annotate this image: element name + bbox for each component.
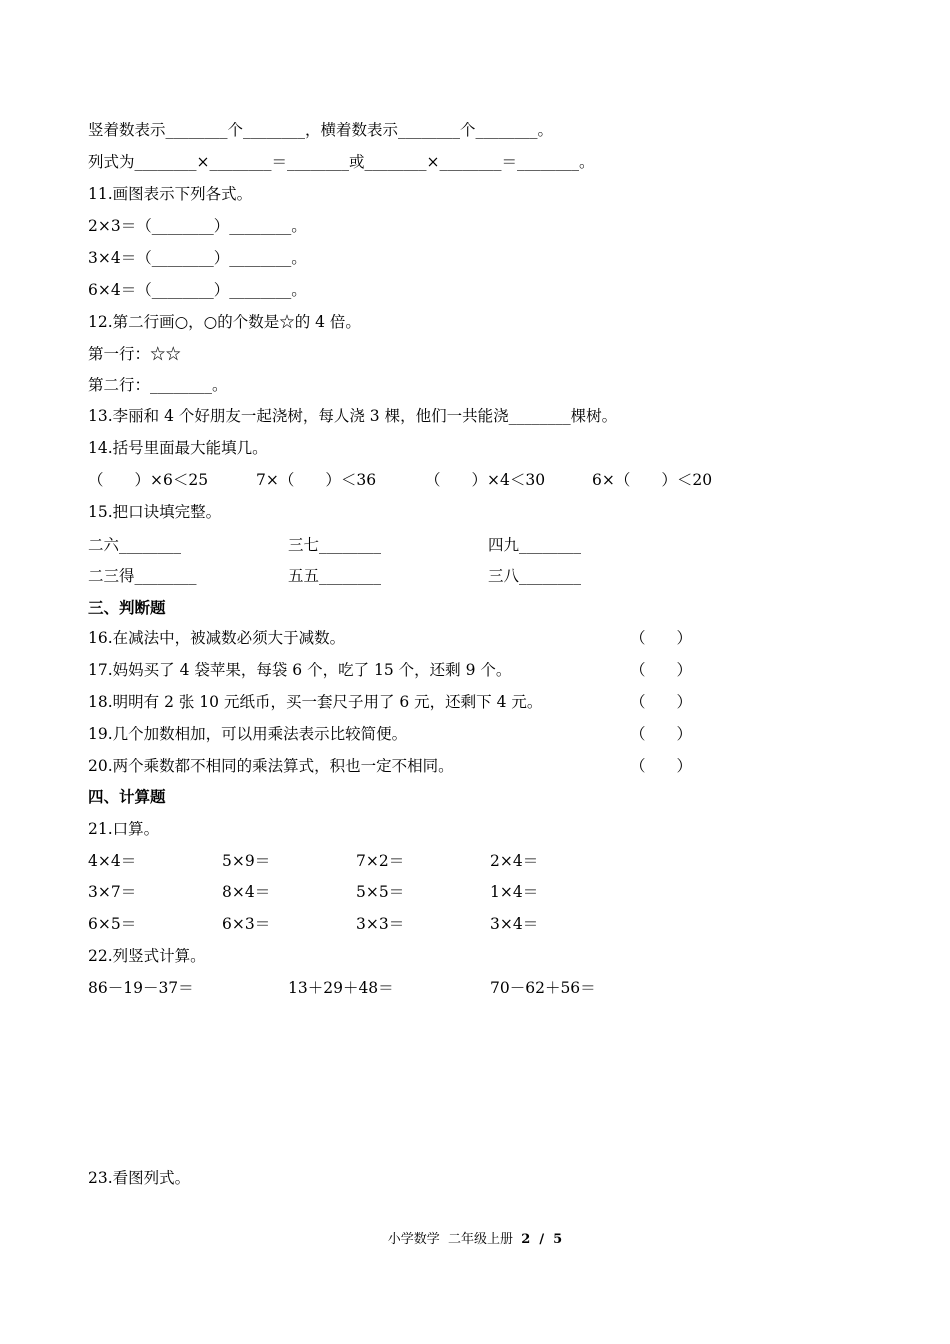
q10-line-1: 竖着数表示________个________，横着数表示________个________。 bbox=[88, 121, 554, 139]
judge-paren-18: （ ） bbox=[630, 693, 693, 711]
vertical-item: 70－62＋56＝ bbox=[490, 979, 596, 997]
oral-item: 3×3＝ bbox=[356, 915, 405, 933]
q15-title: 15.把口诀填完整。 bbox=[88, 503, 222, 521]
q11-item-2: 3×4＝（________）________。 bbox=[88, 249, 307, 267]
oral-item: 4×4＝ bbox=[88, 852, 137, 870]
footer-subject: 小学数学 二年级上册 bbox=[387, 1232, 522, 1247]
q14-title: 14.括号里面最大能填几。 bbox=[88, 439, 268, 457]
oral-item: 6×3＝ bbox=[222, 915, 271, 933]
page-number: 2 / 5 bbox=[521, 1232, 563, 1247]
q22-title: 22.列竖式计算。 bbox=[88, 947, 206, 965]
judge-item-16: 16.在减法中，被减数必须大于减数。 bbox=[88, 629, 346, 647]
oral-item: 6×5＝ bbox=[88, 915, 137, 933]
oral-item: 5×9＝ bbox=[222, 852, 271, 870]
q14-item: 6×（ ）＜20 bbox=[592, 471, 713, 489]
oral-item: 3×4＝ bbox=[490, 915, 539, 933]
judge-item-17: 17.妈妈买了 4 袋苹果，每袋 6 个，吃了 15 个，还剩 9 个。 bbox=[88, 661, 512, 679]
q15-item: 三八________ bbox=[488, 567, 582, 585]
oral-item: 7×2＝ bbox=[356, 852, 405, 870]
judge-paren-16: （ ） bbox=[630, 629, 693, 647]
judge-paren-20: （ ） bbox=[630, 757, 693, 775]
q14-item: 7×（ ）＜36 bbox=[256, 471, 377, 489]
section-4-heading: 四、计算题 bbox=[88, 787, 166, 806]
vertical-item: 13＋29＋48＝ bbox=[288, 979, 394, 997]
q15-item: 三七________ bbox=[288, 536, 382, 554]
q10-line-2: 列式为________×________＝________或________×________＝________。 bbox=[88, 153, 595, 171]
section-3-heading: 三、判断题 bbox=[88, 598, 166, 617]
q11-title: 11.画图表示下列各式。 bbox=[88, 185, 253, 203]
judge-item-18: 18.明明有 2 张 10 元纸币，买一套尺子用了 6 元，还剩下 4 元。 bbox=[88, 693, 543, 711]
q21-title: 21.口算。 bbox=[88, 820, 160, 838]
q13-text: 13.李丽和 4 个好朋友一起浇树，每人浇 3 棵，他们一共能浇________棵树。 bbox=[88, 407, 618, 425]
page-footer bbox=[0, 1228, 950, 1247]
q15-item: 五五________ bbox=[288, 567, 382, 585]
q14-item: （ ）×4＜30 bbox=[425, 471, 546, 489]
judge-item-19: 19.几个加数相加，可以用乘法表示比较简便。 bbox=[88, 725, 408, 743]
q15-item: 四九________ bbox=[488, 536, 582, 554]
q15-item: 二三得________ bbox=[88, 567, 197, 585]
q14-item: （ ）×6＜25 bbox=[88, 471, 209, 489]
judge-paren-17: （ ） bbox=[630, 661, 693, 679]
q12-row-2: 第二行：________。 bbox=[88, 376, 228, 394]
oral-item: 5×5＝ bbox=[356, 883, 405, 901]
q23-title: 23.看图列式。 bbox=[88, 1169, 191, 1187]
q15-item: 二六________ bbox=[88, 536, 182, 554]
judge-paren-19: （ ） bbox=[630, 725, 693, 743]
q11-item-1: 2×3＝（________）________。 bbox=[88, 217, 307, 235]
q12-title: 12.第二行画○，○的个数是☆的 4 倍。 bbox=[88, 313, 361, 331]
vertical-item: 86－19－37＝ bbox=[88, 979, 194, 997]
judge-item-20: 20.两个乘数都不相同的乘法算式，积也一定不相同。 bbox=[88, 757, 454, 775]
q11-item-3: 6×4＝（________）________。 bbox=[88, 281, 307, 299]
oral-item: 3×7＝ bbox=[88, 883, 137, 901]
oral-item: 2×4＝ bbox=[490, 852, 539, 870]
oral-item: 1×4＝ bbox=[490, 883, 539, 901]
oral-item: 8×4＝ bbox=[222, 883, 271, 901]
q12-row-1: 第一行：☆☆ bbox=[88, 345, 182, 363]
